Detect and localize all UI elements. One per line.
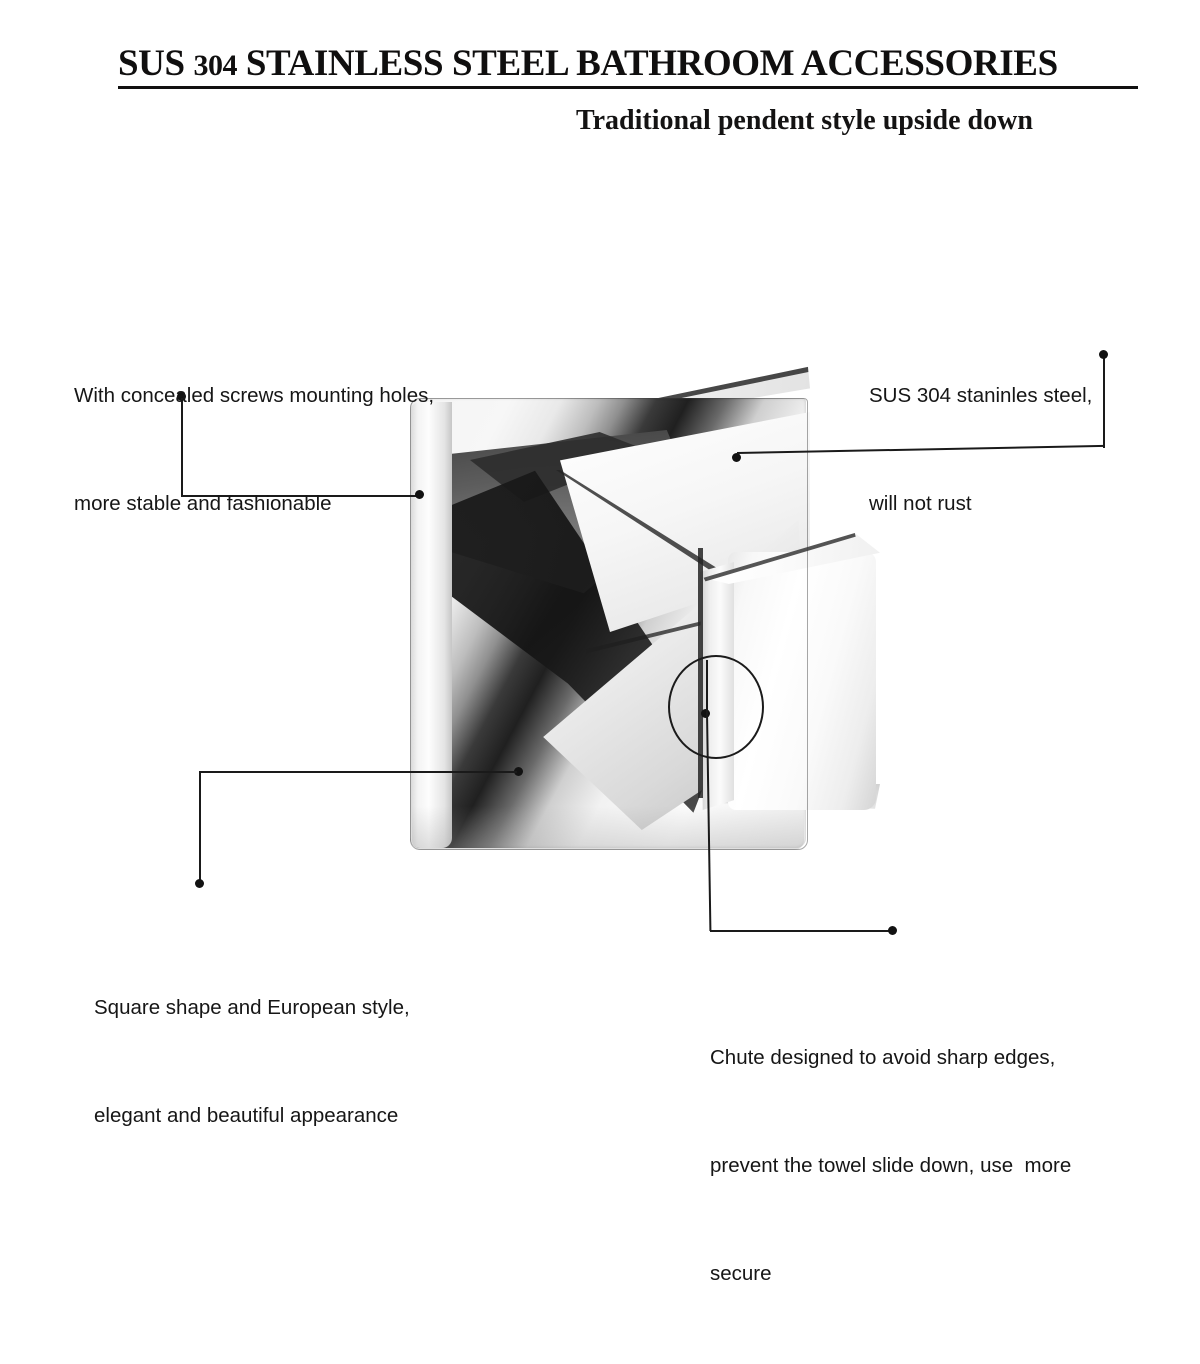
leader-endpoint-dot: [195, 879, 204, 888]
callout-stainless-steel: [869, 306, 1092, 594]
page-subtitle: Traditional pendent style upside down: [576, 105, 1033, 136]
callout-line: SUS 304 staninles steel,: [869, 384, 1093, 407]
callout-square-shape: [94, 918, 410, 1206]
callout-line: Chute designed to avoid sharp edges,: [710, 1046, 1056, 1069]
callout-line: more stable and fashionable: [74, 492, 332, 515]
title-grade-number: 304: [193, 49, 238, 82]
leader-endpoint-dot: [888, 926, 897, 935]
leader-anchor-dot: [732, 453, 741, 462]
callout-concealed-screws: [74, 306, 434, 594]
leader-segment-vertical-upper: [706, 660, 708, 713]
leader-segment-horizontal: [710, 930, 894, 932]
callout-line: Square shape and European style,: [94, 996, 410, 1019]
callout-line: elegant and beautiful appearance: [94, 1104, 399, 1127]
leader-endpoint-dot: [1099, 350, 1108, 359]
leader-segment-horizontal: [199, 771, 517, 773]
wall-plate-bottom-shade: [412, 806, 804, 850]
callout-line: will not rust: [869, 492, 972, 515]
callout-line: prevent the towel slide down, use more: [710, 1154, 1072, 1177]
title-prefix: SUS: [118, 43, 194, 84]
leader-segment-vertical: [199, 771, 201, 885]
callout-line: With concealed screws mounting holes,: [74, 384, 435, 407]
chute-highlight-circle: [668, 655, 764, 759]
title-suffix: STAINLESS STEEL BATHROOM ACCESSORIES: [237, 43, 1058, 84]
callout-line: secure: [710, 1262, 772, 1285]
callout-chute-design: [710, 968, 1071, 1364]
leader-segment-vertical: [1103, 355, 1105, 448]
